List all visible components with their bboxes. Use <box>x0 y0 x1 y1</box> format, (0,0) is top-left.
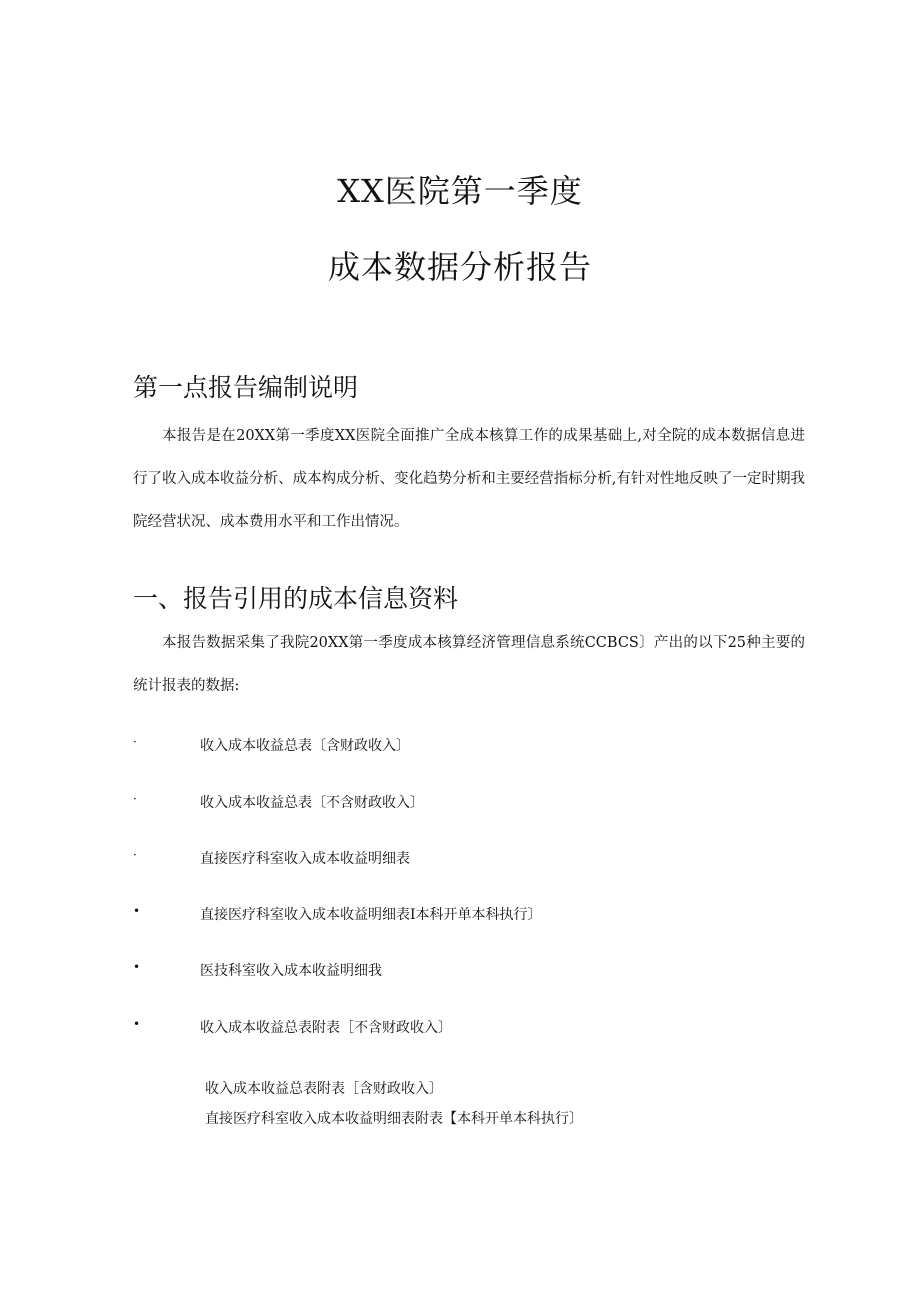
document-title-line-1: XX医院第一季度 <box>337 172 583 210</box>
list-item-text: 收入成本收益总表附表［不含财政收入〕 <box>200 1020 452 1036</box>
bullet-marker: · <box>133 735 137 749</box>
section-heading-sources: 一、报告引用的成本信息资料 <box>133 584 459 613</box>
bullet-marker: • <box>133 960 141 974</box>
list-item: 直接医疗科室收入成本收益明细表附表【本科开单本科执行〕 <box>205 1111 583 1127</box>
bullet-marker: • <box>133 1017 141 1031</box>
document-title-line-2: 成本数据分析报告 <box>327 248 592 286</box>
list-item-text: 直接医疗科室收入成本收益明细表I本科开单本科执行〕 <box>200 907 542 923</box>
bullet-marker: · <box>133 792 137 806</box>
sources-paragraph: 本报告数据采集了我院20XX第一季度成本核算经济管理信息系统CCBCS〕产出的以下25种主要的统计报表的数据: <box>133 635 805 694</box>
list-item-text: 收入成本收益总表〔含财政收入〕 <box>200 738 410 754</box>
list-item-text: 直接医疗科室收入成本收益明细表 <box>200 851 410 867</box>
list-item: 收入成本收益总表附表［含财政收入〕 <box>205 1081 443 1097</box>
bullet-marker: · <box>133 848 137 862</box>
list-item-text: 医技科室收入成本收益明细我 <box>200 963 382 979</box>
section-heading-intro: 第一点报告编制说明 <box>133 373 359 402</box>
intro-paragraph: 本报告是在20XX第一季度XX医院全面推广全成本核算工作的成果基础上,对全院的成本数据信息进行了收入成本收益分析、成本构成分析、变化趋势分析和主要经营指标分析,有针对性地反映了一定时期我院经营状况、成本费用水平和工作出情况。 <box>133 428 805 530</box>
bullet-marker: • <box>133 904 141 918</box>
list-item-text: 收入成本收益总表〔不含财政收入〕 <box>200 795 424 811</box>
